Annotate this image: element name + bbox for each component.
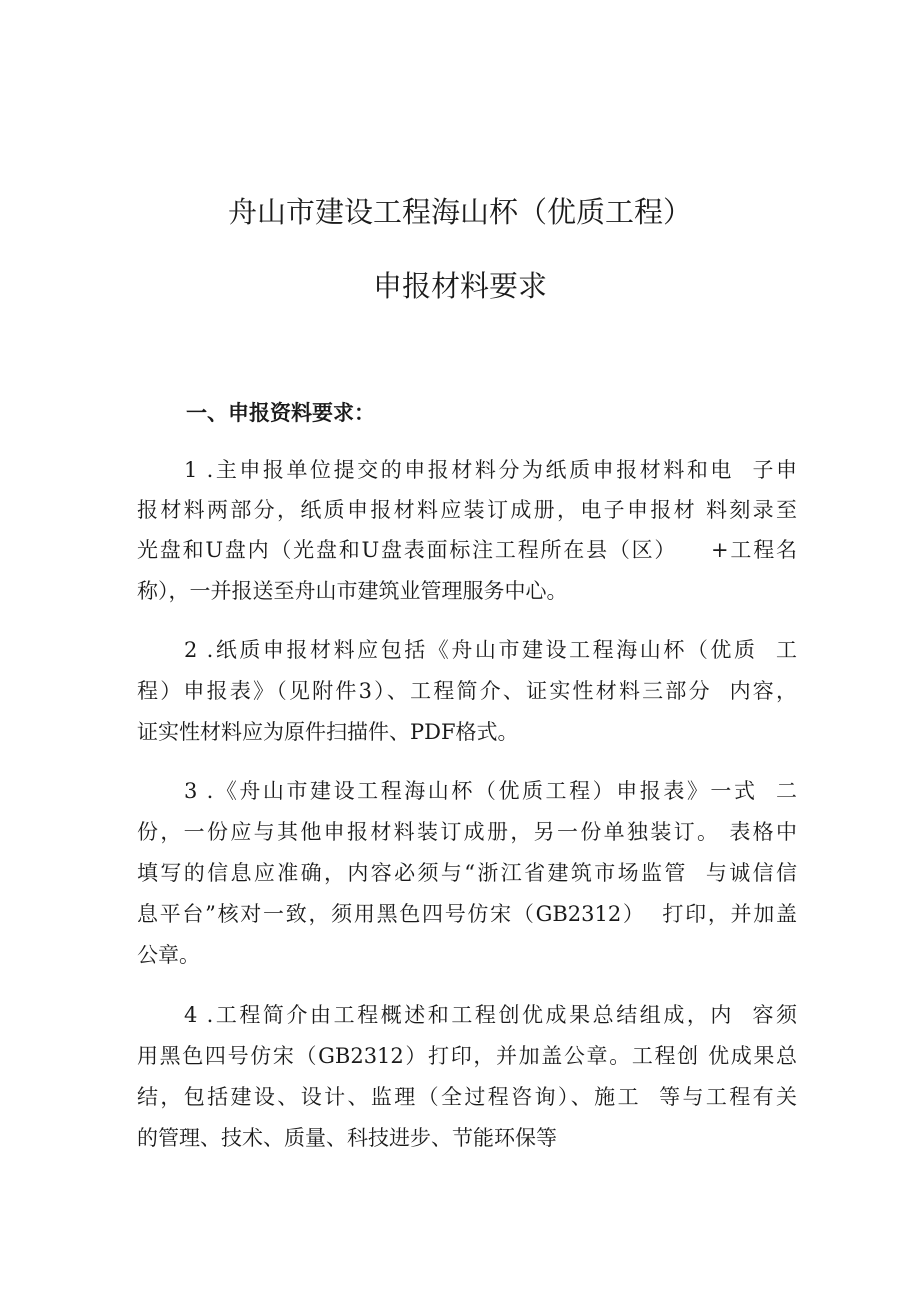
paragraph-line: 的管理、技术、质量、科技进步、节能环保等 (137, 1126, 557, 1150)
paragraph-line: 程）申报表》（见附件3）、工程简介、证实性材料三部分 内容， (137, 679, 797, 703)
paragraph-line: 用黑色四号仿宋（GB2312）打印，并加盖公章。工程创 优成果总 (137, 1044, 797, 1068)
paragraph-line: 称），一并报送至舟山市建筑业管理服务中心。 (137, 579, 568, 603)
paragraph-line: 证实性材料应为原件扫描件、PDF格式。 (137, 720, 519, 744)
paragraph-line: 1 .主申报单位提交的申报材料分为纸质申报材料和电 子申 (184, 458, 797, 482)
paragraph-line: 报材料两部分，纸质申报材料应装订成册，电子申报材 料刻录至 (137, 498, 797, 522)
paragraph-line: 光盘和U盘内（光盘和U盘表面标注工程所在县（区） +工程名 (137, 538, 797, 562)
paragraph-line: 结，包括建设、设计、监理（全过程咨询）、施工 等与工程有关 (137, 1085, 797, 1109)
document-title: 舟山市建设工程海山杯（优质工程） (227, 195, 692, 229)
paragraph-line: 3 .《舟山市建设工程海山杯（优质工程）申报表》一式 二 (184, 779, 797, 803)
section-heading: 一、申报资料要求： (186, 401, 375, 425)
paragraph-line: 4 .工程简介由工程概述和工程创优成果总结组成，内 容须 (184, 1003, 797, 1027)
paragraph-line: 公章。 (137, 943, 200, 967)
paragraph-line: 2 .纸质申报材料应包括《舟山市建设工程海山杯（优质 工 (184, 638, 797, 662)
paragraph-line: 份，一份应与其他申报材料装订成册，另一份单独装订。 表格中 (137, 820, 797, 844)
paragraph-line: 填写的信息应准确，内容必须与“浙江省建筑市场监管 与诚信信 (137, 861, 797, 885)
document-subtitle: 申报材料要求 (372, 269, 547, 303)
paragraph-line: 息平台”核对一致，须用黑色四号仿宋（GB2312） 打印，并加盖 (137, 902, 797, 926)
